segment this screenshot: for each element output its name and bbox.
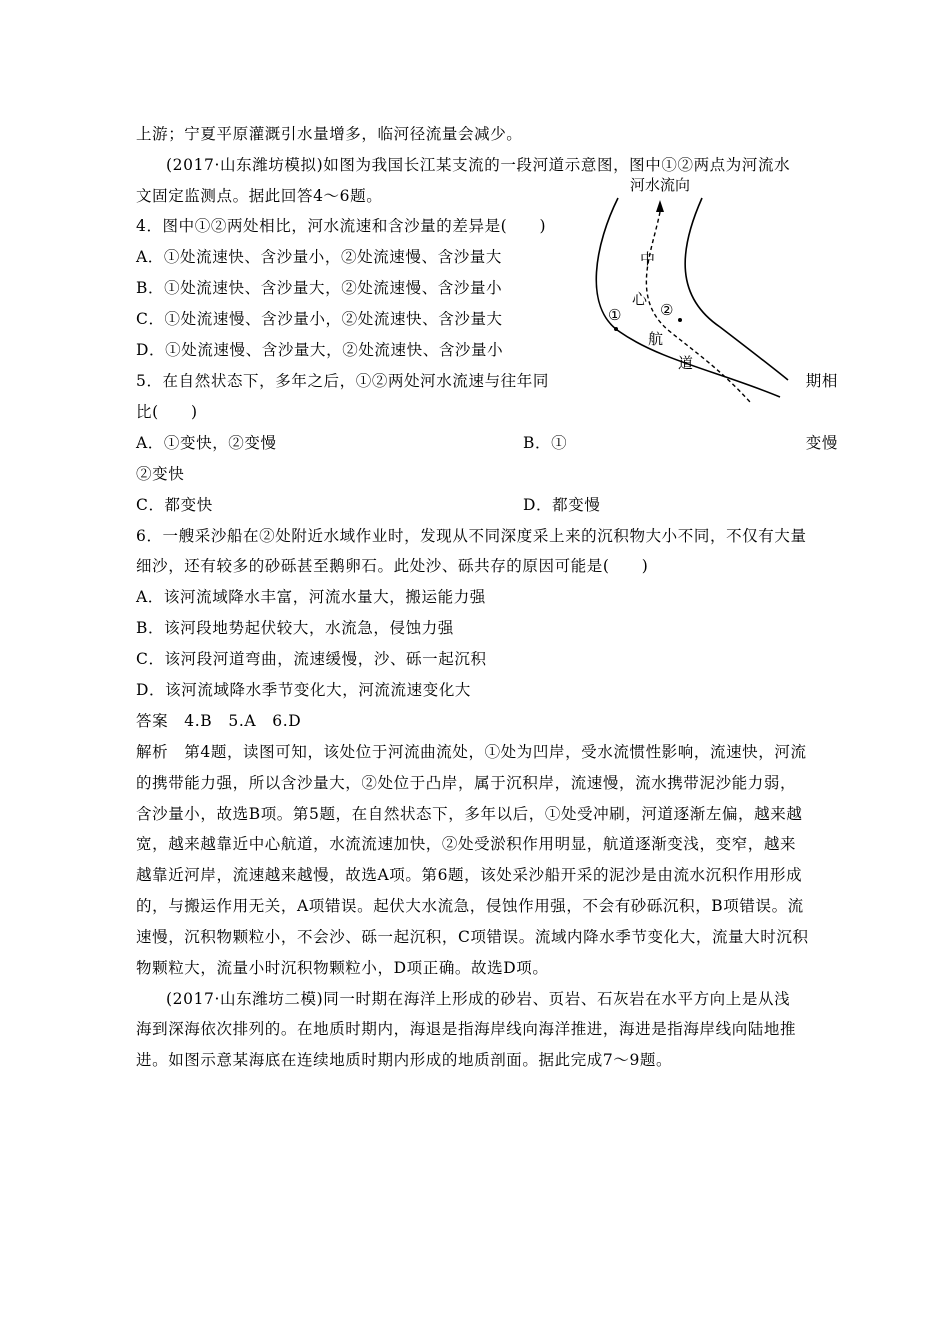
answer-line: 答案 4.B 5.A 6.D: [136, 712, 302, 730]
option-6c: C．该河段河道弯曲，流速缓慢，沙、砾一起沉积: [136, 650, 487, 668]
explanation-line: 速慢，沉积物颗粒小，不会沙、砾一起沉积，C项错误。流域内降水季节变化大，流量大时沉积: [136, 928, 809, 946]
question-5-tail: 期相: [805, 372, 838, 390]
flow-arrow-icon: [656, 200, 664, 212]
center-line-char: 道: [678, 354, 694, 372]
text-line: 文固定监测点。据此回答4～6题。: [136, 187, 383, 205]
question-5: 5．在自然状态下，多年之后，①②两处河水流速与往年同: [136, 372, 549, 390]
question-4: 4．图中①②两处相比，河水流速和含沙量的差异是( ): [136, 217, 547, 235]
option-6d: D．该河流域降水季节变化大，河流流速变化大: [136, 681, 472, 699]
flow-direction-label: 河水流向: [630, 176, 691, 194]
passage-intro: (2017·山东潍坊模拟)如图为我国长江某支流的一段河道示意图，图中①②两点为河流水: [166, 156, 791, 174]
option-5b-cont: ②变快: [136, 465, 185, 483]
option-4a: A．①处流速快、含沙量小，②处流速慢、含沙量大: [136, 248, 502, 266]
option-5b: B．①: [523, 434, 568, 452]
text-line: 海到深海依次排列的。在地质时期内，海退是指海岸线向海洋推进，海进是指海岸线向陆地推: [136, 1020, 797, 1038]
explanation-line: 的，与搬运作用无关，A项错误。起伏大水流急，侵蚀作用强，不会有砂砾沉积，B项错误。流: [136, 897, 804, 915]
option-5b-right: 变慢: [805, 434, 838, 452]
option-6a: A．该河流域降水丰富，河流水量大，搬运能力强: [136, 588, 486, 606]
point-1-marker: [614, 327, 618, 331]
option-4d: D．①处流速慢、含沙量大，②处流速快、含沙量小: [136, 341, 504, 359]
text-line: 上游；宁夏平原灌溉引水量增多，临河径流量会减少。: [136, 125, 523, 143]
option-5c: C．都变快: [136, 496, 213, 514]
option-5d: D．都变慢: [523, 496, 601, 514]
center-line-char: 航: [648, 330, 664, 348]
explanation-line: 含沙量小，故选B项。第5题，在自然状态下，多年以后，①处受冲刷，河道逐渐左偏，越来越: [136, 805, 803, 823]
option-5a: A．①变快，②变慢: [136, 434, 277, 452]
explanation-line: 的携带能力强，所以含沙量大，②处位于凸岸，属于沉积岸，流速慢，流水携带泥沙能力弱，: [136, 774, 797, 792]
explanation-line: 物颗粒大，流量小时沉积物颗粒小，D项正确。故选D项。: [136, 959, 549, 977]
explanation-line: 宽，越来越靠近中心航道，水流流速加快，②处受淤积作用明显，航道逐渐变浅，变窄，越来: [136, 835, 797, 853]
center-line-char: 中: [640, 250, 656, 268]
passage-intro-2: (2017·山东潍坊二模)同一时期在海洋上形成的砂岩、页岩、石灰岩在水平方向上是从浅: [166, 990, 791, 1008]
option-4b: B．①处流速快、含沙量大，②处流速慢、含沙量小: [136, 279, 503, 297]
explanation-line: 解析 第4题，读图可知，该处位于河流曲流处，①处为凹岸，受水流惯性影响，流速快，河流: [136, 743, 807, 761]
point-2-marker: [678, 318, 682, 322]
option-4c: C．①处流速慢、含沙量小，②处流速快、含沙量大: [136, 310, 503, 328]
text-line: 进。如图示意某海底在连续地质时期内形成的地质剖面。据此完成7～9题。: [136, 1051, 673, 1069]
option-6b: B．该河段地势起伏较大，水流急，侵蚀力强: [136, 619, 454, 637]
question-6-cont: 细沙，还有较多的砂砾甚至鹅卵石。此处沙、砾共存的原因可能是( ): [136, 557, 649, 575]
explanation-line: 越靠近河岸，流速越来越慢，故选A项。第6题，该处采沙船开采的泥沙是由流水沉积作用形成: [136, 866, 803, 884]
river-channel-diagram: [590, 172, 850, 412]
point-1-label: ①: [608, 306, 622, 324]
river-bank-right: [685, 198, 788, 380]
question-6: 6．一艘采沙船在②处附近水域作业时，发现从不同深度采上来的沉积物大小不同，不仅有大量: [136, 527, 807, 545]
question-5-cont: 比( ): [136, 403, 198, 421]
point-2-label: ②: [660, 301, 674, 319]
center-line-char: 心: [632, 290, 648, 308]
